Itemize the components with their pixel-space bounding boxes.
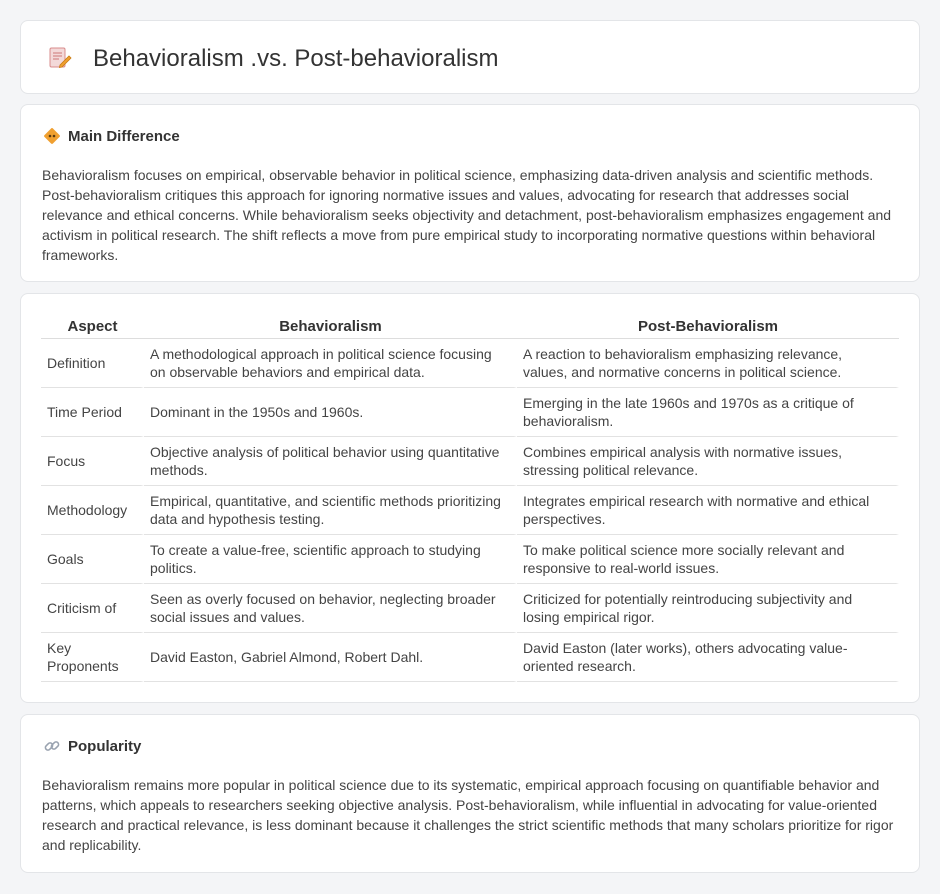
title-card [20, 20, 920, 94]
table-header-row [41, 315, 899, 339]
popularity-card [20, 714, 920, 873]
popularity-heading: Popularity [68, 737, 142, 755]
header-aspect: Aspect [41, 315, 144, 339]
aspect-cell: Key Proponents [41, 633, 144, 682]
behavioralism-cell: David Easton, Gabriel Almond, Robert Dahl. [144, 633, 517, 682]
page-title: Behavioralism .vs. Post-behavioralism [93, 45, 499, 72]
main-difference-card [20, 104, 920, 282]
aspect-cell: Focus [41, 437, 144, 486]
aspect-cell: Goals [41, 535, 144, 584]
table-row [41, 486, 899, 535]
behavioralism-cell: Seen as overly focused on behavior, neglecting broader social issues and values. [144, 584, 517, 633]
popularity-header [43, 737, 141, 755]
header-post-behavioralism: Post-Behavioralism [517, 315, 899, 339]
post-behavioralism-cell: To make political science more socially relevant and responsive to real-world issues. [517, 535, 899, 584]
behavioralism-cell: A methodological approach in political science focusing on observable behaviors and empirical data. [144, 339, 517, 388]
table-row [41, 584, 899, 633]
table-row [41, 633, 899, 682]
behavioralism-cell: To create a value-free, scientific approach to studying politics. [144, 535, 517, 584]
main-difference-text: Behavioralism focuses on empirical, observable behavior in political science, emphasizing data-driven analysis and scientific methods. Post-behavioralism critiques this approach for ignoring normative issues and values, advocating for research that addresses social relevance and ethical concerns. While behavioralism seeks objectivity and detachment, post-behavioralism emphasizes engagement and activism in political research. The shift reflects a move from pure empirical study to incorporating normative questions within behavioral frameworks. [42, 167, 892, 263]
table-row [41, 535, 899, 584]
popularity-text: Behavioralism remains more popular in political science due to its systematic, empirical approach focusing on quantifiable behavior and patterns, which appeals to researchers seeking objective analysis. Post-behavioralism, while influential in advocating for value-oriented research and practical relevance, is less dominant because it challenges the strict scientific methods that many scholars prioritize for rigor and replicability. [42, 777, 894, 853]
notepad-pencil-icon [47, 45, 73, 71]
table-row [41, 388, 899, 437]
table-row [41, 437, 899, 486]
diamond-sign-icon [43, 127, 61, 145]
post-behavioralism-cell: David Easton (later works), others advocating value-oriented research. [517, 633, 899, 682]
main-difference-heading: Main Difference [68, 127, 180, 145]
post-behavioralism-cell: Criticized for potentially reintroducing subjectivity and losing empirical rigor. [517, 584, 899, 633]
behavioralism-cell: Objective analysis of political behavior using quantitative methods. [144, 437, 517, 486]
aspect-cell: Methodology [41, 486, 144, 535]
post-behavioralism-cell: Integrates empirical research with normative and ethical perspectives. [517, 486, 899, 535]
behavioralism-cell: Dominant in the 1950s and 1960s. [144, 388, 517, 437]
comparison-table [41, 315, 899, 682]
aspect-cell: Criticism of [41, 584, 144, 633]
behavioralism-cell: Empirical, quantitative, and scientific methods prioritizing data and hypothesis testing. [144, 486, 517, 535]
link-icon [43, 737, 61, 755]
post-behavioralism-cell: Combines empirical analysis with normative issues, stressing political relevance. [517, 437, 899, 486]
post-behavioralism-cell: A reaction to behavioralism emphasizing relevance, values, and normative concerns in political science. [517, 339, 899, 388]
aspect-cell: Definition [41, 339, 144, 388]
main-difference-header [43, 127, 180, 145]
table-row [41, 339, 899, 388]
header-behavioralism: Behavioralism [144, 315, 517, 339]
aspect-cell: Time Period [41, 388, 144, 437]
post-behavioralism-cell: Emerging in the late 1960s and 1970s as a critique of behavioralism. [517, 388, 899, 437]
comparison-card [20, 293, 920, 703]
